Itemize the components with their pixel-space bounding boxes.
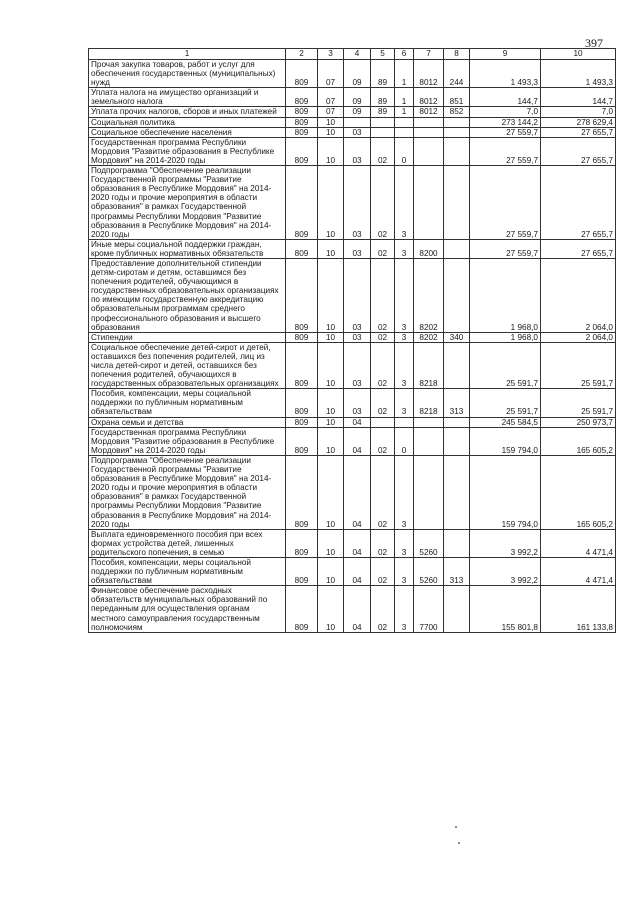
- table-row: [89, 342, 616, 388]
- table-row: [89, 60, 616, 88]
- code-direction: [414, 427, 444, 455]
- column-header: 2: [286, 49, 318, 60]
- item-name: Охрана семьи и детства: [89, 417, 286, 427]
- table-header-row: [89, 49, 616, 60]
- amount-2016: 25 591,7: [541, 389, 616, 417]
- amount-2015: 245 584,5: [470, 417, 541, 427]
- code-direction: [414, 417, 444, 427]
- page-number: 397: [585, 36, 603, 50]
- column-header: 1: [89, 49, 286, 60]
- column-header: 9: [470, 49, 541, 60]
- item-name: Социальная политика: [89, 117, 286, 127]
- table-body: [89, 60, 616, 633]
- code-subsection: 09: [344, 107, 371, 117]
- code-expense-type: [444, 586, 470, 632]
- code-section: 10: [318, 455, 344, 529]
- amount-2016: 2 064,0: [541, 258, 616, 332]
- code-program: 02: [371, 586, 395, 632]
- code-subprogram: 3: [395, 166, 414, 240]
- table-row: [89, 258, 616, 332]
- amount-2016: 7,0: [541, 107, 616, 117]
- code-ministry: 809: [286, 88, 318, 107]
- amount-2016: 27 655,7: [541, 127, 616, 137]
- table-row: [89, 586, 616, 632]
- code-section: 10: [318, 586, 344, 632]
- table-row: [89, 389, 616, 417]
- code-ministry: 809: [286, 117, 318, 127]
- code-section: 10: [318, 342, 344, 388]
- item-name: Пособия, компенсации, меры социальной поддержки по публичным нормативным обязательствам: [89, 557, 286, 585]
- code-subsection: 04: [344, 455, 371, 529]
- amount-2015: 27 559,7: [470, 239, 541, 258]
- table-row: [89, 529, 616, 557]
- amount-2015: 159 794,0: [470, 455, 541, 529]
- code-subsection: 04: [344, 417, 371, 427]
- column-header: 8: [444, 49, 470, 60]
- item-name: Подпрограмма "Обеспечение реализации Государственной программы "Развитие образования в Республике Мордовия" на 2014-2020 годы и прочие мероприятия в области образования" в рамках Государственной программы Республики Мордовия "Развитие образования в Республике Мордовия" на 2014-2020 годы: [89, 166, 286, 240]
- code-program: 02: [371, 239, 395, 258]
- code-direction: 8012: [414, 60, 444, 88]
- code-subprogram: 3: [395, 557, 414, 585]
- code-ministry: 809: [286, 586, 318, 632]
- table-row: [89, 417, 616, 427]
- item-name: Выплата единовременного пособия при всех формах устройства детей, лишенных родительского попечения, в семью: [89, 529, 286, 557]
- amount-2016: 144,7: [541, 88, 616, 107]
- table-row: [89, 127, 616, 137]
- scan-speck: [458, 842, 460, 844]
- code-section: 10: [318, 427, 344, 455]
- code-expense-type: [444, 117, 470, 127]
- amount-2015: 7,0: [470, 107, 541, 117]
- code-expense-type: 340: [444, 332, 470, 342]
- amount-2015: 1 493,3: [470, 60, 541, 88]
- code-subsection: 03: [344, 389, 371, 417]
- code-direction: 8218: [414, 342, 444, 388]
- code-program: 89: [371, 60, 395, 88]
- code-direction: 8202: [414, 258, 444, 332]
- code-direction: [414, 455, 444, 529]
- amount-2016: 4 471,4: [541, 529, 616, 557]
- code-program: 02: [371, 258, 395, 332]
- code-subprogram: 3: [395, 529, 414, 557]
- code-program: [371, 417, 395, 427]
- code-ministry: 809: [286, 417, 318, 427]
- amount-2015: 27 559,7: [470, 137, 541, 165]
- code-subsection: 03: [344, 239, 371, 258]
- code-section: 10: [318, 127, 344, 137]
- table-row: [89, 557, 616, 585]
- column-header: 4: [344, 49, 371, 60]
- code-section: 10: [318, 389, 344, 417]
- code-expense-type: [444, 455, 470, 529]
- code-direction: 8218: [414, 389, 444, 417]
- code-ministry: 809: [286, 427, 318, 455]
- amount-2016: 250 973,7: [541, 417, 616, 427]
- code-subprogram: 0: [395, 427, 414, 455]
- code-ministry: 809: [286, 258, 318, 332]
- column-header: 7: [414, 49, 444, 60]
- code-subsection: 03: [344, 332, 371, 342]
- table-row: [89, 137, 616, 165]
- item-name: Подпрограмма "Обеспечение реализации Государственной программы "Развитие образования в Республике Мордовия" на 2014-2020 годы и прочие мероприятия в области образования" в рамках Государственной программы Республики Мордовия "Развитие образования в Республике Мордовия" на 2014-2020 годы: [89, 455, 286, 529]
- code-subprogram: 3: [395, 258, 414, 332]
- code-ministry: 809: [286, 239, 318, 258]
- item-name: Государственная программа Республики Мордовия "Развитие образования в Республике Мордовия" на 2014-2020 годы: [89, 137, 286, 165]
- code-subprogram: 1: [395, 88, 414, 107]
- code-section: 07: [318, 88, 344, 107]
- table-row: [89, 455, 616, 529]
- code-direction: 5260: [414, 557, 444, 585]
- code-subprogram: [395, 127, 414, 137]
- scan-speck: [455, 826, 457, 828]
- code-subsection: 03: [344, 342, 371, 388]
- code-expense-type: 313: [444, 557, 470, 585]
- code-subprogram: 1: [395, 107, 414, 117]
- amount-2016: 165 605,2: [541, 455, 616, 529]
- code-section: 10: [318, 332, 344, 342]
- code-section: 10: [318, 239, 344, 258]
- code-subprogram: 3: [395, 239, 414, 258]
- table-row: [89, 427, 616, 455]
- code-program: 02: [371, 455, 395, 529]
- code-ministry: 809: [286, 166, 318, 240]
- item-name: Стипендии: [89, 332, 286, 342]
- code-expense-type: [444, 529, 470, 557]
- code-expense-type: [444, 342, 470, 388]
- code-subsection: 04: [344, 427, 371, 455]
- code-subsection: [344, 117, 371, 127]
- code-program: 02: [371, 332, 395, 342]
- table-row: [89, 166, 616, 240]
- amount-2015: 155 801,8: [470, 586, 541, 632]
- code-direction: [414, 137, 444, 165]
- code-section: 10: [318, 137, 344, 165]
- code-direction: [414, 117, 444, 127]
- amount-2016: 278 629,4: [541, 117, 616, 127]
- code-program: 02: [371, 557, 395, 585]
- amount-2016: 27 655,7: [541, 239, 616, 258]
- amount-2015: 27 559,7: [470, 127, 541, 137]
- code-ministry: 809: [286, 127, 318, 137]
- code-expense-type: [444, 258, 470, 332]
- code-section: 07: [318, 107, 344, 117]
- code-direction: 8012: [414, 88, 444, 107]
- amount-2015: 159 794,0: [470, 427, 541, 455]
- code-direction: 8200: [414, 239, 444, 258]
- code-section: 10: [318, 417, 344, 427]
- item-name: Прочая закупка товаров, работ и услуг для обеспечения государственных (муниципальных) нужд: [89, 60, 286, 88]
- column-header: 10: [541, 49, 616, 60]
- code-expense-type: [444, 239, 470, 258]
- code-section: 10: [318, 258, 344, 332]
- amount-2016: 161 133,8: [541, 586, 616, 632]
- code-ministry: 809: [286, 529, 318, 557]
- code-program: 89: [371, 88, 395, 107]
- item-name: Предоставление дополнительной стипендии детям-сиротам и детям, оставшимся без попечения родителей, обучающимся в государственных образовательных организациях по имеющим государственную аккредитацию образовательным программам среднего профессионального образования и высшего образования: [89, 258, 286, 332]
- code-direction: 8202: [414, 332, 444, 342]
- table-row: [89, 88, 616, 107]
- code-subsection: 03: [344, 137, 371, 165]
- budget-table: [88, 48, 616, 633]
- code-program: 02: [371, 342, 395, 388]
- column-header: 5: [371, 49, 395, 60]
- code-ministry: 809: [286, 557, 318, 585]
- code-program: 02: [371, 166, 395, 240]
- amount-2015: 27 559,7: [470, 166, 541, 240]
- code-subprogram: [395, 117, 414, 127]
- table-row: [89, 117, 616, 127]
- code-subsection: 03: [344, 127, 371, 137]
- item-name: Уплата прочих налогов, сборов и иных платежей: [89, 107, 286, 117]
- code-program: [371, 127, 395, 137]
- amount-2016: 165 605,2: [541, 427, 616, 455]
- amount-2016: 4 471,4: [541, 557, 616, 585]
- code-section: 10: [318, 166, 344, 240]
- code-subsection: 04: [344, 529, 371, 557]
- code-subprogram: 3: [395, 342, 414, 388]
- code-subsection: 09: [344, 60, 371, 88]
- table-row: [89, 332, 616, 342]
- code-subsection: 03: [344, 258, 371, 332]
- code-expense-type: [444, 166, 470, 240]
- code-ministry: 809: [286, 60, 318, 88]
- code-subprogram: 0: [395, 137, 414, 165]
- code-subprogram: [395, 417, 414, 427]
- amount-2015: 3 992,2: [470, 557, 541, 585]
- amount-2016: 2 064,0: [541, 332, 616, 342]
- item-name: Уплата налога на имущество организаций и земельного налога: [89, 88, 286, 107]
- amount-2016: 27 655,7: [541, 137, 616, 165]
- table-row: [89, 239, 616, 258]
- code-expense-type: [444, 427, 470, 455]
- code-program: 02: [371, 389, 395, 417]
- code-subprogram: 1: [395, 60, 414, 88]
- code-direction: 8012: [414, 107, 444, 117]
- code-subprogram: 3: [395, 332, 414, 342]
- table-row: [89, 107, 616, 117]
- amount-2016: 27 655,7: [541, 166, 616, 240]
- code-program: 89: [371, 107, 395, 117]
- code-subsection: 03: [344, 166, 371, 240]
- amount-2016: 1 493,3: [541, 60, 616, 88]
- code-subprogram: 3: [395, 389, 414, 417]
- code-program: [371, 117, 395, 127]
- amount-2015: 3 992,2: [470, 529, 541, 557]
- code-expense-type: 313: [444, 389, 470, 417]
- code-expense-type: [444, 417, 470, 427]
- code-ministry: 809: [286, 137, 318, 165]
- item-name: Иные меры социальной поддержки граждан, кроме публичных нормативных обязательств: [89, 239, 286, 258]
- code-direction: 7700: [414, 586, 444, 632]
- column-header: 3: [318, 49, 344, 60]
- item-name: Социальное обеспечение населения: [89, 127, 286, 137]
- code-ministry: 809: [286, 107, 318, 117]
- code-section: 10: [318, 529, 344, 557]
- amount-2015: 25 591,7: [470, 389, 541, 417]
- code-expense-type: 852: [444, 107, 470, 117]
- amount-2015: 1 968,0: [470, 332, 541, 342]
- code-subsection: 09: [344, 88, 371, 107]
- code-ministry: 809: [286, 332, 318, 342]
- column-header: 6: [395, 49, 414, 60]
- amount-2015: 1 968,0: [470, 258, 541, 332]
- item-name: Социальное обеспечение детей-сирот и детей, оставшихся без попечения родителей, лиц из числа детей-сирот и детей, оставшихся без попечения родителей, обучающихся в государственных образовательных организациях: [89, 342, 286, 388]
- code-subprogram: 3: [395, 586, 414, 632]
- amount-2015: 144,7: [470, 88, 541, 107]
- code-direction: 5260: [414, 529, 444, 557]
- code-expense-type: [444, 137, 470, 165]
- code-program: 02: [371, 137, 395, 165]
- code-program: 02: [371, 529, 395, 557]
- code-subsection: 04: [344, 557, 371, 585]
- code-subprogram: 3: [395, 455, 414, 529]
- code-ministry: 809: [286, 455, 318, 529]
- item-name: Пособия, компенсации, меры социальной поддержки по публичным нормативным обязательствам: [89, 389, 286, 417]
- code-section: 10: [318, 557, 344, 585]
- code-section: 07: [318, 60, 344, 88]
- code-ministry: 809: [286, 342, 318, 388]
- item-name: Финансовое обеспечение расходных обязательств муниципальных образований по переданным для осуществления органам местного самоуправления государственным полномочиям: [89, 586, 286, 632]
- code-expense-type: 244: [444, 60, 470, 88]
- amount-2015: 25 591,7: [470, 342, 541, 388]
- code-subsection: 04: [344, 586, 371, 632]
- code-program: 02: [371, 427, 395, 455]
- item-name: Государственная программа Республики Мордовия "Развитие образования в Республике Мордовия" на 2014-2020 годы: [89, 427, 286, 455]
- code-direction: [414, 166, 444, 240]
- amount-2016: 25 591,7: [541, 342, 616, 388]
- code-direction: [414, 127, 444, 137]
- code-expense-type: [444, 127, 470, 137]
- code-section: 10: [318, 117, 344, 127]
- code-ministry: 809: [286, 389, 318, 417]
- amount-2015: 273 144,2: [470, 117, 541, 127]
- code-expense-type: 851: [444, 88, 470, 107]
